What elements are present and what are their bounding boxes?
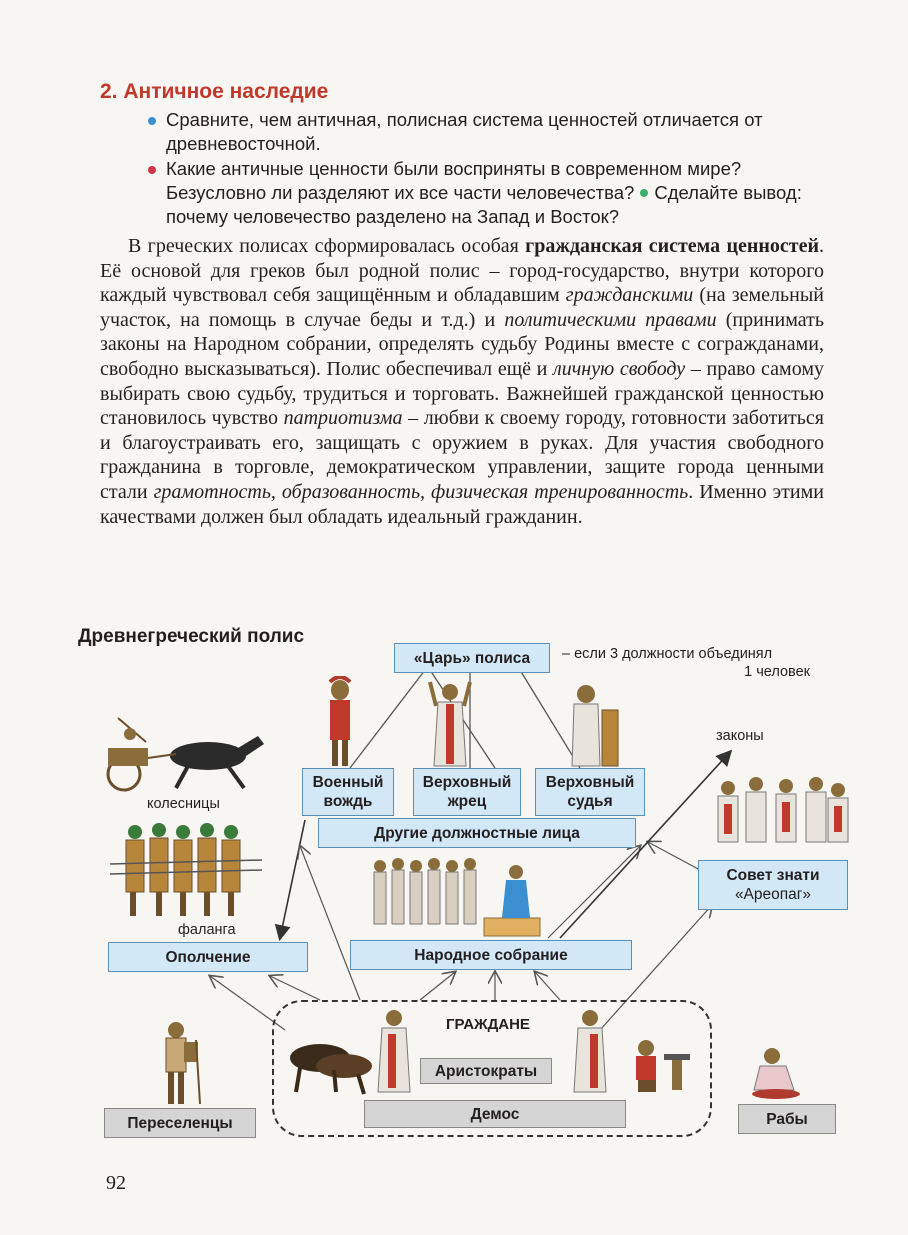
laws-label: законы [716,728,764,744]
king-note: – если 3 должности объединял 1 человек [562,646,810,680]
question-2: Какие античные ценности были восприняты в современном мире? Безусловно ли разделяют их все части человечества? Сделайте вывод: почему человечество разделено на Запад и Восток? [146,157,826,229]
slave-illustration-icon [746,1046,810,1100]
diagram-title: Древнегреческий полис [78,626,305,647]
body-paragraph: В греческих полисах сформировалась особая гражданская система ценностей. Её основой для греков был родной полис – город-государство, внутри которого каждый чувствовал себя защищённым и обладавшим гражданскими (на земельный участок, на помощь в случае беды и т.д.) и политическими правами (принимать законы на Народном собрании, определять судьбу Родины вместе с согражданами, свободно высказываться). Полис обеспечивал ещё и личную свободу – право самому выбирать свою судьбу, трудиться и торговать. Важнейшей гражданской ценностью становилось чувство патриотизма – любви к своему городу, готовности заботиться и благоустраивать его, защищать с оружием в руках. Для участия свободного гражданина в торговле, демократическом управлении, защите города ценными стали грамотность, образованность, физическая тренированность. Именно этими качествами должен был обладать идеальный гражданин. [100,235,825,528]
question-1: Сравните, чем античная, полисная система ценностей отличается от древневосточной. [146,108,826,156]
warrior-illustration-icon [318,676,362,768]
slaves-box: Рабы [738,1104,836,1134]
oxen-illustration-icon [284,1030,380,1096]
aristocrats-box: Аристократы [420,1058,552,1084]
page-number: 92 [106,1172,126,1194]
council-box: Совет знати «Ареопаг» [698,860,848,910]
citizens-title: ГРАЖДАНЕ [446,1016,530,1033]
demos-box: Демос [364,1100,626,1128]
aristocrat-illustration-icon [572,1008,610,1094]
chariot-illustration-icon [98,708,268,792]
craftsman-illustration-icon [628,1036,698,1096]
settlers-box: Переселенцы [104,1108,256,1138]
assembly-illustration-icon [366,852,542,938]
citizen-illustration-icon [376,1008,414,1094]
other-officials-box: Другие должностные лица [318,818,636,848]
phalanx-illustration-icon [106,820,266,920]
priest-illustration-icon [428,676,472,768]
king-box: «Царь» полиса [394,643,550,673]
section-title: 2. Античное наследие [100,80,329,103]
militia-box: Ополчение [108,942,308,972]
phalanx-label: фаланга [178,922,236,938]
chariots-label: колесницы [147,796,220,812]
war-leader-box: Военный вождь [302,768,394,816]
high-priest-box: Верховный жрец [413,768,521,816]
settler-illustration-icon [154,1020,206,1106]
council-illustration-icon [712,774,852,854]
question-3: Сделайте вывод: почему человечество разделено на Запад и Восток? [166,182,802,227]
high-judge-box: Верховный судья [535,768,645,816]
judge-illustration-icon [566,680,620,768]
assembly-box: Народное собрание [350,940,632,970]
